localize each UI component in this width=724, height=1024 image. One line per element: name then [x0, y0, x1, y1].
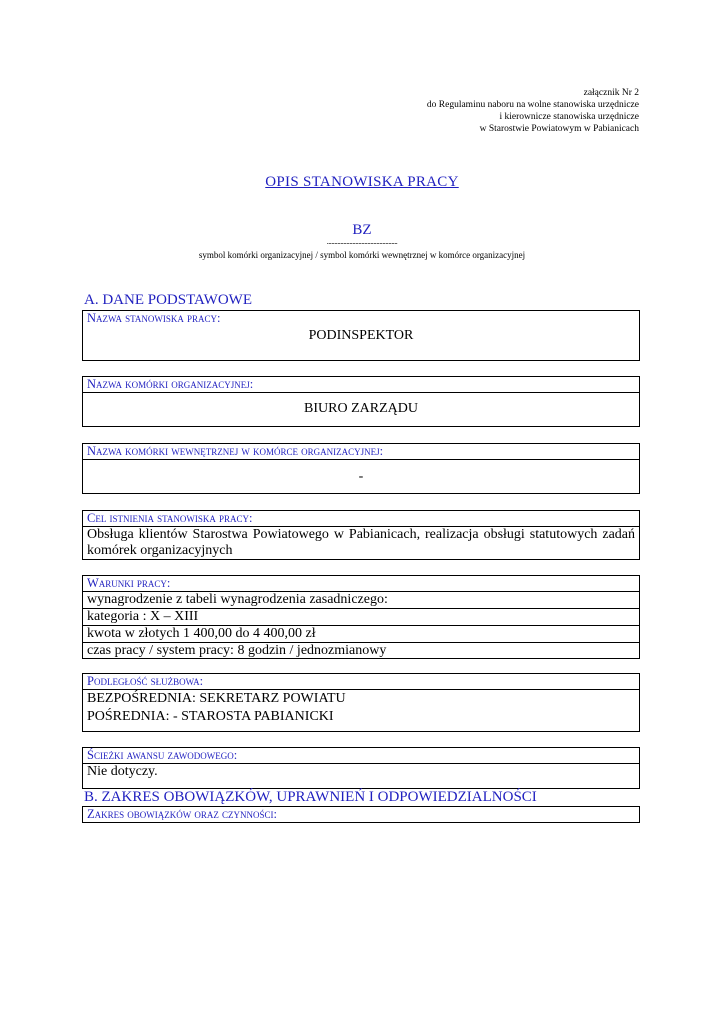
document-title: OPIS STANOWISKA PRACY	[265, 174, 459, 190]
internal-unit-value: -	[358, 469, 364, 484]
duties-label: Zakres obowiązków oraz czynności:	[87, 807, 277, 821]
conditions-line-amount: kwota w złotych 1 400,00 do 4 400,00 zł	[83, 626, 639, 643]
career-path-label: Ścieżki awansu zawodowego:	[83, 748, 639, 764]
work-conditions-box	[82, 575, 640, 659]
internal-unit-label: Nazwa komórki wewnętrznej w komórce organizacyjnej:	[83, 444, 639, 460]
subordination-indirect: POŚREDNIA: - STAROSTA PABIANICKI	[87, 709, 334, 724]
attachment-line-1: załącznik Nr 2	[583, 88, 639, 98]
attachment-note	[427, 87, 639, 135]
org-unit-value: BIURO ZARZĄDU	[304, 401, 418, 416]
unit-symbol: BZ	[352, 222, 372, 238]
conditions-line-category: kategoria : X – XIII	[83, 609, 639, 626]
internal-unit-box	[82, 443, 640, 494]
org-unit-label: Nazwa komórki organizacyjnej:	[83, 377, 639, 393]
career-path-box	[82, 747, 640, 789]
duties-box	[82, 806, 640, 823]
section-b-heading: B. ZAKRES OBOWIĄZKÓW, UPRAWNIEŃ I ODPOWIEDZIALNOŚCI	[84, 789, 537, 805]
position-purpose-label: Cel istnienia stanowiska pracy:	[83, 511, 639, 527]
attachment-line-2: do Regulaminu naboru na wolne stanowiska urzędnicze	[426, 100, 639, 110]
org-unit-box	[82, 376, 640, 427]
career-path-value: Nie dotyczy.	[87, 764, 158, 779]
work-conditions-label: Warunki pracy:	[83, 576, 639, 592]
position-purpose-box	[82, 510, 640, 560]
position-name-box	[82, 310, 640, 361]
section-a-heading: A. DANE PODSTAWOWE	[84, 292, 252, 308]
position-name-label: Nazwa stanowiska pracy:	[87, 311, 221, 325]
conditions-line-salary: wynagrodzenie z tabeli wynagrodzenia zasadniczego:	[83, 592, 639, 609]
position-purpose-value: Obsługa klientów Starostwa Powiatowego w Pabianicach, realizacja obsługi statutowych zadań komórek organizacyjnych	[87, 527, 635, 558]
subordination-box	[82, 673, 640, 732]
position-name-value: PODINSPEKTOR	[308, 328, 414, 343]
subordination-direct: BEZPOŚREDNIA: SEKRETARZ POWIATU	[87, 691, 346, 706]
attachment-line-3: i kierownicze stanowiska urzędnicze	[499, 112, 639, 122]
conditions-line-hours: czas pracy / system pracy: 8 godzin / jednozmianowy	[87, 643, 387, 658]
attachment-line-4: w Starostwie Powiatowym w Pabianicach	[479, 124, 639, 134]
symbol-caption: symbol komórki organizacyjnej / symbol komórki wewnętrznej w komórce organizacyjnej	[198, 250, 526, 260]
symbol-dotted-line: ...............................................	[326, 237, 398, 246]
subordination-label: Podległość służbowa:	[83, 674, 639, 690]
